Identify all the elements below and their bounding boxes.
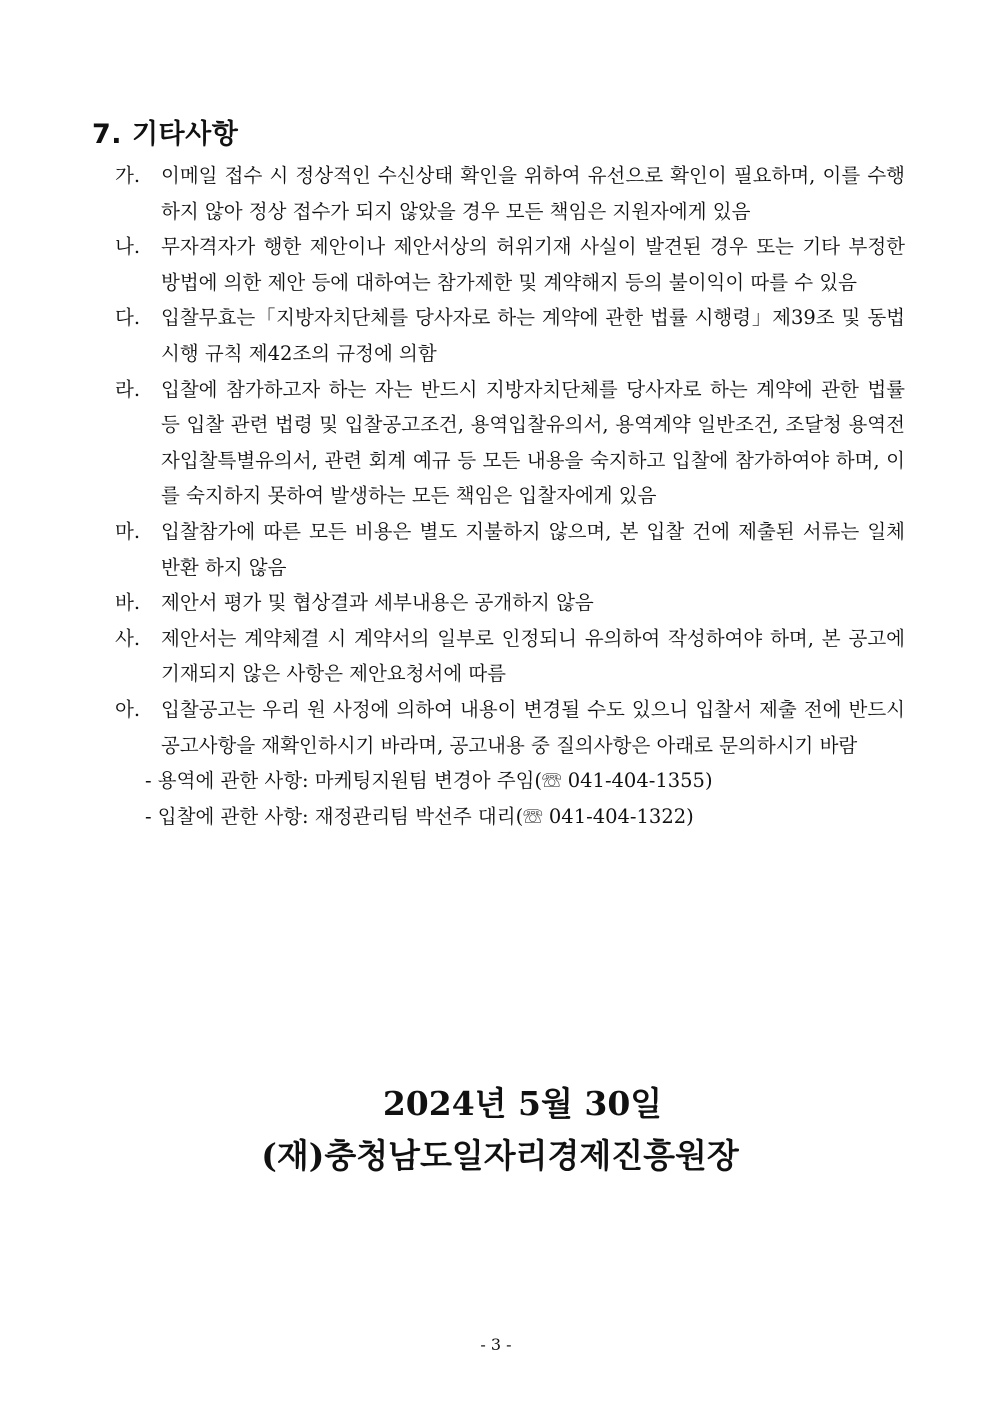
item-text: 무자격자가 행한 제안이나 제안서상의 허위기재 사실이 발견된 경우 또는 기타 부정한 방법에 의한 제안 등에 대하여는 참가제한 및 계약해지 등의 불이익이 따를 수 있음 [161, 235, 905, 294]
notice-list [115, 158, 905, 834]
item-marker: 나. [115, 235, 141, 259]
contact-service: - 용역에 관한 사항: 마케팅지원팀 변경아 주임(☏ 041-404-1355) [145, 769, 713, 793]
list-item [115, 229, 905, 300]
list-item [115, 158, 905, 229]
item-text: 제안서는 계약체결 시 계약서의 일부로 인정되니 유의하여 작성하여야 하며, 본 공고에 기재되지 않은 사항은 제안요청서에 따름 [161, 626, 905, 686]
issuer-name: (재)충청남도일자리경제진흥원장 [261, 1136, 739, 1175]
item-marker: 가. [115, 164, 141, 187]
list-item [115, 300, 905, 371]
section-title: 7. 기타사항 [92, 119, 239, 150]
item-text: 입찰참가에 따른 모든 비용은 별도 지불하지 않으며, 본 입찰 건에 제출된 서류는 일체 반환 하지 않음 [161, 519, 905, 579]
list-item [115, 514, 905, 585]
list-item [115, 692, 905, 763]
contact-bidding: - 입찰에 관한 사항: 재정관리팀 박선주 대리(☏ 041-404-1322) [145, 804, 694, 828]
item-marker: 아. [115, 697, 141, 721]
item-text: 이메일 접수 시 정상적인 수신상태 확인을 위하여 유선으로 확인이 필요하며, 이를 수행하지 않아 정상 접수가 되지 않았을 경우 모든 책임은 지원자에게 있음 [161, 164, 905, 223]
announcement-date: 2024년 5월 30일 [382, 1084, 663, 1123]
item-marker: 라. [115, 377, 141, 401]
item-text: 입찰에 참가하고자 하는 자는 반드시 지방자치단체를 당사자로 하는 계약에 관한 법률 등 입찰 관련 법령 및 입찰공고조건, 용역입찰유의서, 용역계약 일반조건, 조달청 용역전자입찰특별유의서, 관련 회계 예규 등 모든 내용을 숙지하고 입찰에 참가하여야 하며, 이를 숙지하지 못하여 발생하는 모든 책임은 입찰자에게 있음 [161, 377, 905, 508]
item-marker: 사. [115, 626, 141, 650]
page-number: - 3 - [480, 1335, 512, 1354]
contact-list [115, 763, 905, 834]
list-item [115, 372, 905, 514]
item-marker: 바. [115, 591, 141, 615]
list-item [115, 585, 905, 621]
item-text: 입찰무효는「지방자치단체를 당사자로 하는 계약에 관한 법률 시행령」제39조 및 동법 시행 규칙 제42조의 규정에 의함 [161, 306, 905, 365]
item-text: 입찰공고는 우리 원 사정에 의하여 내용이 변경될 수도 있으니 입찰서 제출 전에 반드시 공고사항을 재확인하시기 바라며, 공고내용 중 질의사항은 아래로 문의하시기 바람 [161, 697, 905, 757]
item-text: 제안서 평가 및 협상결과 세부내용은 공개하지 않음 [161, 591, 594, 615]
list-item [115, 621, 905, 692]
item-marker: 다. [115, 306, 141, 330]
item-marker: 마. [115, 519, 141, 543]
